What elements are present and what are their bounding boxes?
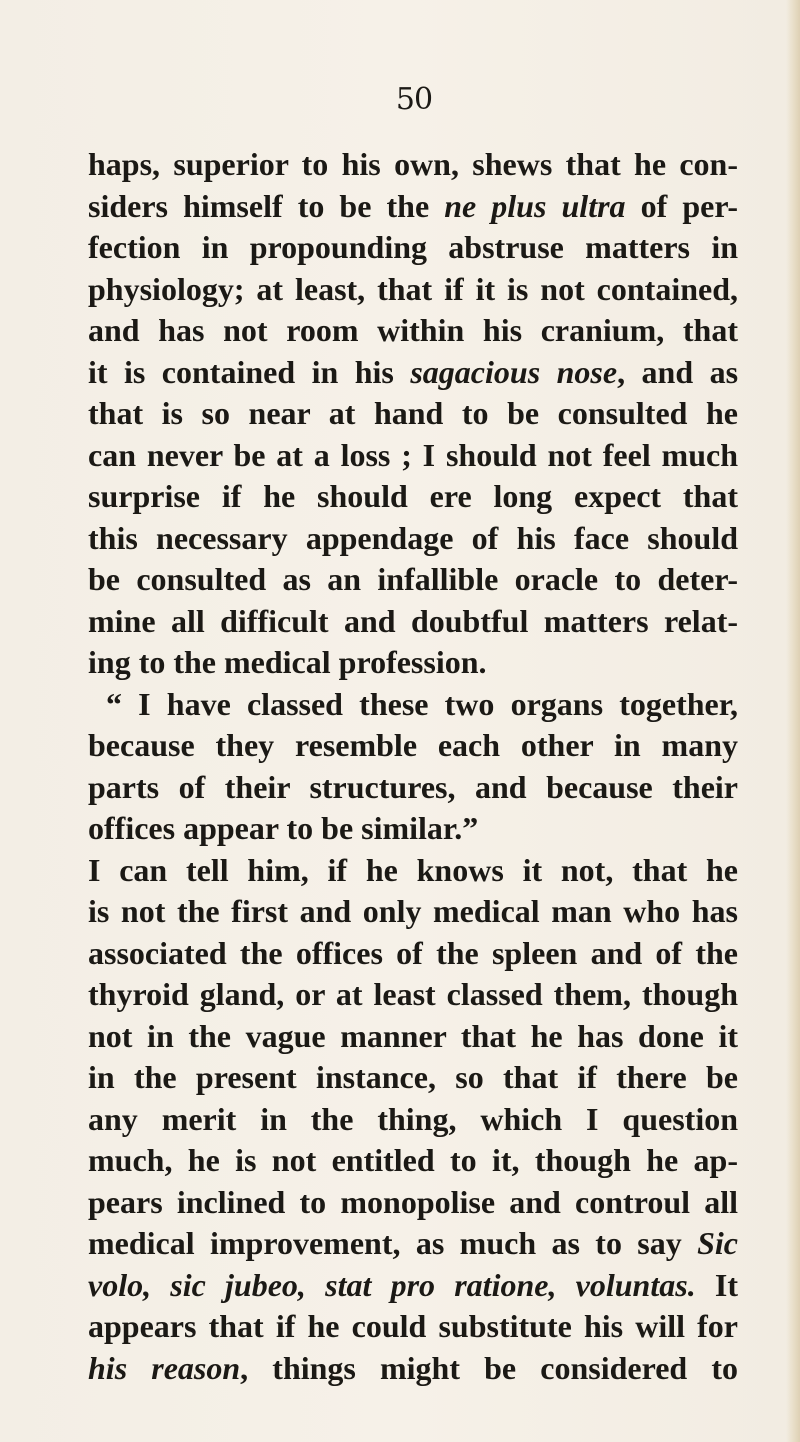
text-line: not in the vague manner that he has done it — [88, 1017, 738, 1054]
italic-span: volo, sic jubeo, stat pro ratione, voluntas. — [88, 1266, 696, 1303]
text-line: ing to the medical profession. — [88, 644, 487, 680]
text-line: volo, sic jubeo, stat pro ratione, voluntas. It — [88, 1266, 739, 1303]
text-line: can never be at a loss ; I should not feel much — [88, 436, 738, 473]
text-line: thyroid gland, or at least classed them, though — [88, 976, 738, 1012]
text-line: appears that if he could substitute his will for — [88, 1308, 738, 1344]
text-line: this necessary appendage of his face should — [88, 519, 738, 556]
body-text — [88, 144, 738, 1389]
text-line: I can tell him, if he knows it not, that he — [88, 851, 738, 888]
text-line: parts of their structures, and because their — [88, 768, 738, 805]
page-edge-shadow — [786, 0, 800, 1442]
text-line: that is so near at hand to be consulted he — [88, 395, 738, 431]
text-line: mine all difficult and doubtful matters relat- — [88, 602, 738, 639]
italic-span: ne plus ultra — [444, 187, 626, 224]
text-line: in the present instance, so that if there be — [88, 1059, 738, 1095]
text-line: fection in propounding abstruse matters in — [88, 229, 738, 265]
text-line: surprise if he should ere long expect that — [88, 478, 738, 514]
text-line: siders himself to be the ne plus ultra of per- — [88, 187, 739, 224]
text-line: much, he is not entitled to it, though he ap- — [88, 1142, 738, 1178]
text-line: haps, superior to his own, shews that he con- — [88, 146, 738, 182]
italic-span: his reason — [88, 1349, 241, 1386]
text-line: “ I have classed these two organs together, — [106, 685, 738, 722]
text-line: offices appear to be similar.” — [88, 810, 479, 846]
text-line: any merit in the thing, which I question — [88, 1100, 738, 1137]
text-line: and has not room within his cranium, that — [88, 312, 738, 348]
text-line: pears inclined to monopolise and controul all — [88, 1183, 738, 1220]
text-line: his reason, things might be considered to — [88, 1349, 739, 1386]
text-line: physiology; at least, that if it is not contained, — [88, 270, 738, 307]
page-number: 50 — [395, 82, 433, 117]
text-line: be consulted as an infallible oracle to deter- — [88, 561, 738, 597]
text-line: because they resemble each other in many — [88, 727, 738, 763]
text-line: associated the offices of the spleen and of the — [88, 934, 738, 971]
italic-span: Sic — [697, 1225, 738, 1261]
text-line: it is contained in his sagacious nose, and as — [88, 353, 739, 390]
italic-span: sagacious nose — [410, 353, 618, 390]
text-line: is not the first and only medical man who has — [88, 893, 738, 929]
text-line: medical improvement, as much as to say Sic — [88, 1225, 738, 1261]
